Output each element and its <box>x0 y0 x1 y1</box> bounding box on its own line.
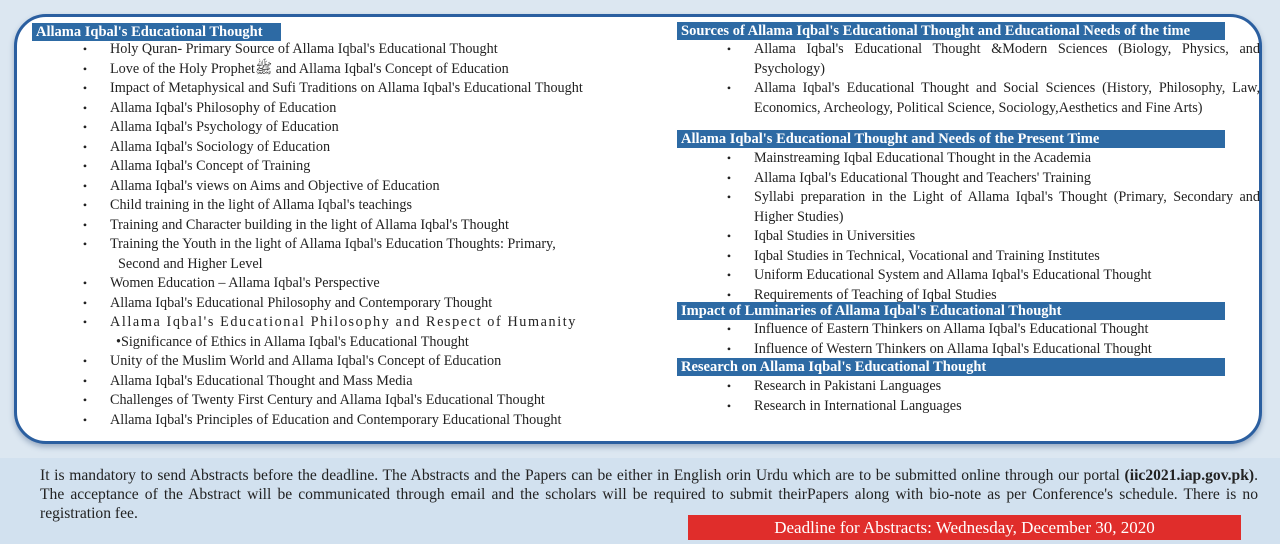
list-item: • Love of the Holy Prophetﷺ and Allama Iqbal's Concept of Education <box>80 60 612 80</box>
bullet-icon: • <box>82 412 88 427</box>
bullet-icon: • <box>82 237 88 251</box>
bullet-icon: • <box>726 287 732 302</box>
bullet-icon: • <box>82 393 88 407</box>
list-item: • Allama Iqbal's Philosophy of Education <box>80 99 612 119</box>
bullet-icon: • <box>82 139 88 154</box>
list-item: • Requirements of Teaching of Iqbal Studies <box>724 286 1260 306</box>
list-item: • Allama Iqbal's Educational Thought &Modern Sciences (Biology, Physics, and Psychology) <box>724 40 1260 79</box>
list-item: • Unity of the Muslim World and Allama Iqbal's Concept of Education <box>80 352 612 372</box>
bullet-icon: • <box>726 81 732 95</box>
list-item: • Impact of Metaphysical and Sufi Traditions on Allama Iqbal's Educational Thought <box>80 79 612 99</box>
list-item: • Holy Quran- Primary Source of Allama Iqbal's Educational Thought <box>80 40 612 60</box>
list-item: • Allama Iqbal's Educational Philosophy and Respect of Humanity •Significance of Ethics in Allama Iqbal's Educational Thought <box>80 313 612 352</box>
list-item: • Women Education – Allama Iqbal's Perspective <box>80 274 612 294</box>
bullet-icon: • <box>726 190 732 204</box>
bullet-icon: • <box>82 81 88 95</box>
list-item: • Mainstreaming Iqbal Educational Thought in the Academia <box>724 149 1260 169</box>
section-header-present-needs: Allama Iqbal's Educational Thought and Needs of the Present Time <box>677 130 1225 148</box>
bullet-icon: • <box>726 229 732 243</box>
list-item: • Influence of Eastern Thinkers on Allama Iqbal's Educational Thought <box>724 320 1260 340</box>
list-item: • Influence of Western Thinkers on Allama Iqbal's Educational Thought <box>724 340 1260 360</box>
section-header-sources: Sources of Allama Iqbal's Educational Thought and Educational Needs of the time <box>677 22 1225 40</box>
list-item: • Allama Iqbal's Educational Thought and Mass Media <box>80 372 612 392</box>
list-item: • Allama Iqbal's views on Aims and Objective of Education <box>80 177 612 197</box>
research-list <box>724 377 1260 416</box>
bullet-icon: • <box>82 198 88 212</box>
list-item: • Uniform Educational System and Allama Iqbal's Educational Thought <box>724 266 1260 286</box>
list-item: • Allama Iqbal's Educational Thought and Teachers' Training <box>724 169 1260 189</box>
list-item: • Allama Iqbal's Educational Thought and Social Sciences (History, Philosophy, Law, Economics, Archeology, Political Science, Sociology,Aesthetics and Fine Arts) <box>724 79 1260 118</box>
bullet-icon: • <box>726 151 732 165</box>
bullet-icon: • <box>82 159 88 173</box>
bullet-icon: • <box>726 398 732 413</box>
list-item: • Training and Character building in the light of Allama Iqbal's Thought <box>80 216 612 236</box>
luminaries-list <box>724 320 1260 359</box>
deadline-banner: Deadline for Abstracts: Wednesday, December 30, 2020 <box>688 515 1241 540</box>
bullet-icon: • <box>726 170 732 185</box>
bullet-icon: • <box>82 315 88 329</box>
bullet-icon: • <box>82 295 88 310</box>
bullet-icon: • <box>726 379 732 393</box>
list-item: • Allama Iqbal's Psychology of Education <box>80 118 612 138</box>
bullet-icon: • <box>82 354 88 368</box>
bullet-icon: • <box>82 61 88 76</box>
bullet-icon: • <box>82 120 88 134</box>
left-topic-list <box>80 40 612 430</box>
submission-instructions: It is mandatory to send Abstracts before the deadline. The Abstracts and the Papers can be either in English orin Urdu which are to be submitted online through our portal (iic2021.iap.gov.pk). The acceptance of the Abstract will be communicated through email and the scholars will be required to submit theirPapers along with bio-note as per Conference's schedule. There is no registration fee. <box>40 467 1258 522</box>
list-item: • Allama Iqbal's Sociology of Education <box>80 138 612 158</box>
list-item: • Iqbal Studies in Universities <box>724 227 1260 247</box>
list-item: • Training the Youth in the light of Allama Iqbal's Education Thoughts: Primary, Second and Higher Level <box>80 235 612 274</box>
bullet-icon: • <box>726 248 732 263</box>
list-item: • Allama Iqbal's Concept of Training <box>80 157 612 177</box>
list-item: • Challenges of Twenty First Century and Allama Iqbal's Educational Thought <box>80 391 612 411</box>
bullet-icon: • <box>82 100 88 115</box>
list-item: • Iqbal Studies in Technical, Vocational and Training Institutes <box>724 247 1260 267</box>
bullet-icon: • <box>726 322 732 336</box>
bullet-icon: • <box>82 217 88 232</box>
present-needs-list <box>724 149 1260 305</box>
list-item: • Research in Pakistani Languages <box>724 377 1260 397</box>
section-header-research: Research on Allama Iqbal's Educational Thought <box>677 358 1225 376</box>
sources-list <box>724 40 1260 118</box>
bullet-icon: • <box>726 268 732 282</box>
list-item: • Research in International Languages <box>724 397 1260 417</box>
bullet-icon: • <box>726 341 732 356</box>
list-item: • Syllabi preparation in the Light of Allama Iqbal's Thought (Primary, Secondary and Higher Studies) <box>724 188 1260 227</box>
section-header-educational-thought: Allama Iqbal's Educational Thought <box>32 23 281 41</box>
list-item: • Child training in the light of Allama Iqbal's teachings <box>80 196 612 216</box>
list-item: • Allama Iqbal's Principles of Education and Contemporary Educational Thought <box>80 411 612 431</box>
bullet-icon: • <box>82 373 88 388</box>
section-header-luminaries: Impact of Luminaries of Allama Iqbal's Educational Thought <box>677 302 1225 320</box>
bullet-icon: • <box>82 178 88 193</box>
portal-link[interactable]: (iic2021.iap.gov.pk) <box>1124 467 1255 484</box>
bullet-icon: • <box>726 42 732 56</box>
bullet-icon: • <box>82 276 88 290</box>
list-item: • Allama Iqbal's Educational Philosophy and Contemporary Thought <box>80 294 612 314</box>
bullet-icon: • <box>82 42 88 56</box>
